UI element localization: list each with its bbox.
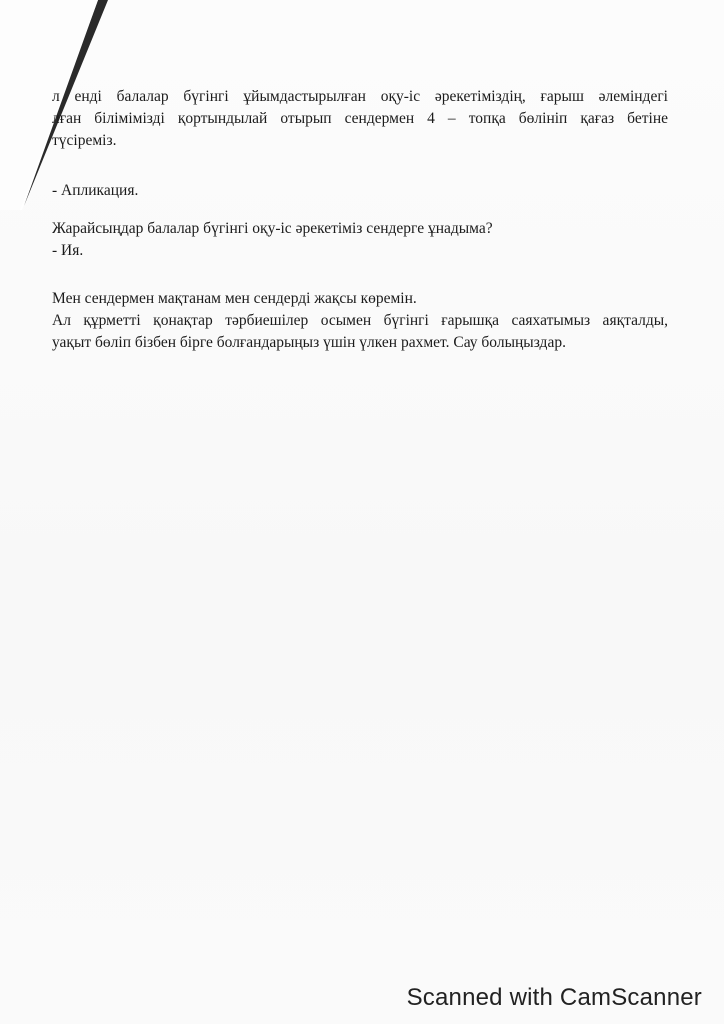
- paragraph-closing: [52, 288, 668, 354]
- camscanner-watermark: Scanned with CamScanner: [406, 984, 702, 1011]
- text-line: лған білімімізді қортындылай отырып сендермен 4 – топқа бөлініп қағаз бетіне: [52, 110, 668, 127]
- text-line: уақыт бөліп бізбен бірге болғандарыңыз үшін үлкен рахмет. Сау болыңыздар.: [52, 334, 566, 351]
- text-line: Мен сендермен мақтанам мен сендерді жақсы көремін.: [52, 290, 417, 307]
- text-line: түсіреміз.: [52, 132, 117, 149]
- paragraph-intro: [52, 86, 668, 152]
- text-line: л енді балалар бүгінгі ұйымдастырылған оқу-іс әрекетіміздің, ғарыш әлеміндегі: [52, 88, 668, 105]
- aplikaciya-line: - Апликация.: [52, 182, 139, 199]
- answer-line: - Ия.: [52, 242, 84, 259]
- text-line: Ал құрметті қонақтар тәрбиешілер осымен бүгінгі ғарышқа саяхатымыз аяқталды,: [52, 312, 668, 329]
- question-line: Жарайсыңдар балалар бүгінгі оқу-іс әрекетіміз сендерге ұнадыма?: [52, 220, 493, 237]
